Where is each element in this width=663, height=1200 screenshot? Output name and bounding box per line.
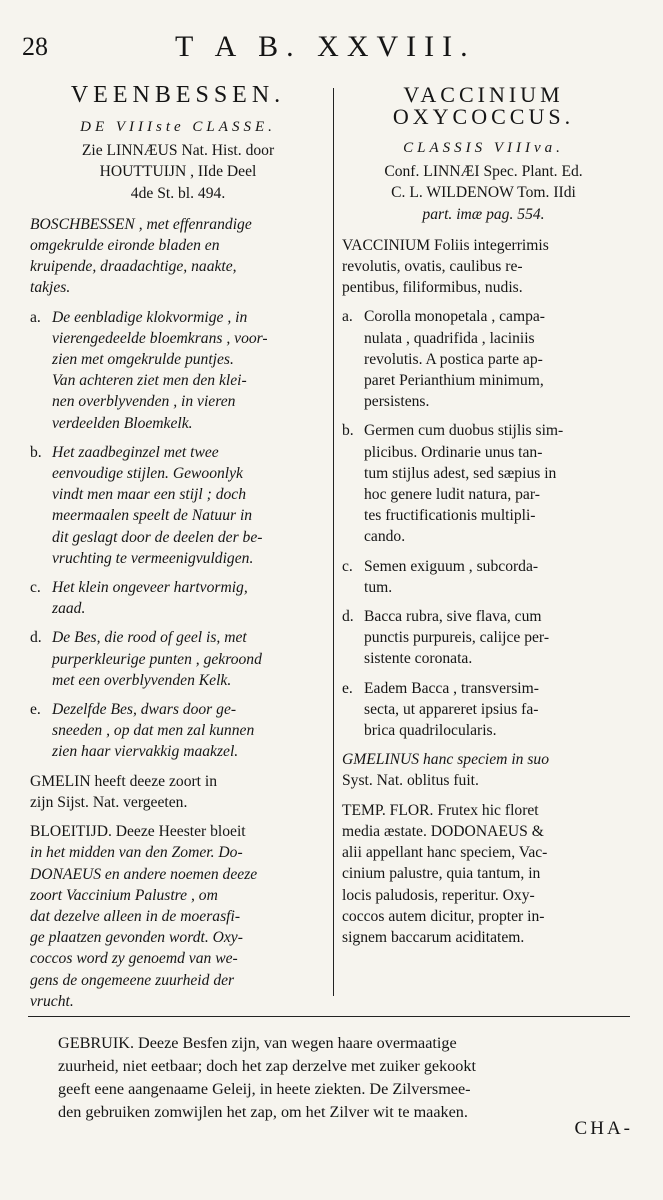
figure-item-line <box>342 556 625 577</box>
usage-line: zuurheid, niet eetbaar; doch het zap derzelve met zuiker gekookt <box>58 1057 476 1075</box>
figure-item-line: zien haar viervakkig maakzel. <box>52 743 239 761</box>
left-column-dutch <box>30 84 326 1020</box>
bloeitijd-line: ge plaatzen gevonden wordt. Oxy- <box>30 929 243 947</box>
figure-item-line: persistens. <box>364 393 430 411</box>
reference-line: Conf. LINNÆI Spec. Plant. Ed. <box>384 163 583 181</box>
temp-flor-line: TEMP. FLOR. Frutex hic floret <box>342 801 539 819</box>
figure-item-label: e. <box>30 701 41 719</box>
figure-item <box>342 678 625 742</box>
figure-item-line: brica quadrilocularis. <box>364 722 497 740</box>
figure-item <box>30 627 326 691</box>
dutch-class: DE VIIIste CLASSE. <box>80 119 276 135</box>
figure-item <box>30 307 326 434</box>
figure-item-line: sneeden , op dat men zal kunnen <box>52 722 255 740</box>
temp-flor-line: coccos autem dicitur, propter in- <box>342 907 545 925</box>
dutch-gmelin-note <box>30 771 326 813</box>
dutch-title: VEENBESSEN. <box>70 82 286 108</box>
horizontal-rule <box>28 1016 630 1017</box>
figure-item-line: tes fructificationis multipli- <box>364 507 536 525</box>
latin-title-line: VACCINIUM <box>403 82 564 107</box>
figure-item-line: hoc genere ludit natura, par- <box>364 486 540 504</box>
figure-item-line: dit geslagt door de deelen der be- <box>52 528 263 546</box>
bloeitijd-line: dat dezelve alleen in de moerasfi- <box>30 907 241 925</box>
figure-item-text: Semen exiguum , subcorda- <box>364 557 539 575</box>
figure-item-line: tum stijlus adest, sed sæpius in <box>364 464 557 482</box>
figure-item-text: Bacca rubra, sive flava, cum <box>364 608 542 626</box>
figure-item-line <box>30 577 326 598</box>
figure-item-label: c. <box>342 557 353 575</box>
bloeitijd-line: vrucht. <box>30 992 74 1010</box>
figure-item-text: Eadem Bacca , transversim- <box>364 679 539 697</box>
gmelin-line: GMELIN heeft deeze zoort in <box>30 772 218 790</box>
figure-item-label: b. <box>342 422 354 440</box>
usage-line: geeft eene aangenaame Geleij, in heete ziekten. De Zilversmee- <box>58 1080 471 1098</box>
dutch-flowering-time <box>30 821 326 1012</box>
gmelin-line: zijn Sijst. Nat. vergeeten. <box>30 793 188 811</box>
figure-item-line: vruchting te vermeenigvuldigen. <box>52 549 254 567</box>
latin-figure-items <box>342 306 625 741</box>
reference-line: HOUTTUIJN , IIde Deel <box>99 163 257 181</box>
figure-item-line: plicibus. Ordinarie unus tan- <box>364 443 543 461</box>
catchword: CHA- <box>574 1118 633 1139</box>
bloeitijd-line: coccos word zy genoemd van we- <box>30 950 238 968</box>
figure-item-line: zaad. <box>52 600 86 618</box>
figure-item <box>30 442 326 569</box>
figure-item-label: b. <box>30 443 42 461</box>
figure-item-label: a. <box>342 308 353 326</box>
bloeitijd-line: BLOEITIJD. Deeze Heester bloeit <box>30 823 246 841</box>
figure-item-line <box>30 699 326 720</box>
figure-item-text: Het klein ongeveer hartvormig, <box>52 579 248 597</box>
latin-description <box>342 235 625 299</box>
figure-item <box>342 420 625 547</box>
figure-item-line: revolutis. A postica parte ap- <box>364 350 543 368</box>
dutch-reference <box>30 140 326 204</box>
figure-item-line <box>30 307 326 328</box>
reference-line: Zie LINNÆUS Nat. Hist. door <box>81 142 275 160</box>
latin-reference <box>342 161 625 225</box>
figure-item-line: tum. <box>364 578 393 596</box>
bloeitijd-line: zoort Vaccinium Palustre , om <box>30 886 218 904</box>
figure-item-line: meermaalen speelt de Natuur in <box>52 507 253 525</box>
description-line: omgekrulde eironde bladen en <box>30 237 220 255</box>
temp-flor-line: signem baccarum aciditatem. <box>342 928 525 946</box>
description-line: pentibus, filiformibus, nudis. <box>342 279 523 297</box>
figure-item-text: Dezelfde Bes, dwars door ge- <box>52 701 237 719</box>
figure-item-line <box>342 306 625 327</box>
page-header <box>0 30 663 70</box>
description-line: revolutis, ovatis, caulibus re- <box>342 258 523 276</box>
reference-line: C. L. WILDENOW Tom. IIdi <box>391 184 576 202</box>
figure-item-line: vindt men maar een stijl ; doch <box>52 486 247 504</box>
description-line: takjes. <box>30 279 71 297</box>
figure-item-line <box>342 606 625 627</box>
figure-item-line: verdeelden Bloemkelk. <box>52 414 193 432</box>
figure-item-line: punctis purpureis, calijce per- <box>364 629 550 647</box>
bloeitijd-line: in het midden van den Zomer. Do- <box>30 844 243 862</box>
latin-class: CLASSIS VIIIva. <box>403 140 564 156</box>
latin-title-line: OXYCOCCUS. <box>392 104 575 129</box>
temp-flor-line: cinium palustre, quia tantum, in <box>342 865 541 883</box>
figure-item-label: a. <box>30 308 41 326</box>
figure-item-line: zien met omgekrulde puntjes. <box>52 351 234 369</box>
figure-item-line: met een overblyvenden Kelk. <box>52 671 232 689</box>
running-title: T A B. XXVIII. <box>175 30 476 63</box>
gmelin-line: GMELINUS hanc speciem in suo <box>342 751 550 769</box>
figure-item-line: cando. <box>364 528 406 546</box>
figure-item <box>30 577 326 619</box>
right-column-latin <box>342 84 625 956</box>
temp-flor-line: alii appellant hanc speciem, Vac- <box>342 844 548 862</box>
temp-flor-line: media æstate. DODONAEUS & <box>342 822 544 840</box>
figure-item-line <box>30 442 326 463</box>
description-line: kruipende, draadachtige, naakte, <box>30 258 237 276</box>
figure-item-text: Het zaadbeginzel met twee <box>52 443 219 461</box>
reference-line: part. imæ pag. 554. <box>422 205 545 223</box>
figure-item-line: paret Perianthium minimum, <box>364 372 544 390</box>
figure-item-line: sistente coronata. <box>364 650 473 668</box>
latin-title <box>342 84 625 128</box>
figure-item-line: purperkleurige punten , gekroond <box>52 650 262 668</box>
figure-item <box>342 606 625 670</box>
figure-item-line: vierengedeelde bloemkrans , voor- <box>52 329 268 347</box>
usage-line: GEBRUIK. Deeze Besfen zijn, van wegen haare overmaatige <box>58 1034 457 1052</box>
column-divider <box>333 88 334 996</box>
figure-item <box>342 556 625 598</box>
dutch-description <box>30 214 326 299</box>
description-line: BOSCHBESSEN , met effenrandige <box>30 215 252 233</box>
figure-item-label: d. <box>342 608 354 626</box>
figure-item-text: Corolla monopetala , campa- <box>364 308 545 326</box>
figure-item-text: De Bes, die rood of geel is, met <box>52 629 247 647</box>
usage-paragraph <box>58 1032 643 1124</box>
figure-item <box>342 306 625 412</box>
figure-item-label: e. <box>342 679 353 697</box>
temp-flor-line: locis paludosis, reperitur. Oxy- <box>342 886 535 904</box>
figure-item-label: d. <box>30 629 42 647</box>
figure-item-line: nulata , quadrifida , laciniis <box>364 329 535 347</box>
figure-item-line <box>342 678 625 699</box>
figure-item-line: Van achteren ziet men den klei- <box>52 372 247 390</box>
bloeitijd-line: gens de ongemeene zuurheid der <box>30 971 235 989</box>
figure-item-text: Germen cum duobus stijlis sim- <box>364 422 564 440</box>
page-number: 28 <box>22 32 48 61</box>
figure-item-line: eenvoudige stijlen. Gewoonlyk <box>52 465 243 483</box>
figure-item-line: nen overblyvenden , in vieren <box>52 393 236 411</box>
figure-item-text: De eenbladige klokvormige , in <box>52 308 248 326</box>
figure-item-line <box>30 627 326 648</box>
figure-item-label: c. <box>30 579 41 597</box>
figure-item-line: secta, ut appareret ipsius fa- <box>364 700 539 718</box>
figure-item-line <box>342 420 625 441</box>
latin-gmelin-note <box>342 749 625 791</box>
dutch-figure-items <box>30 307 326 763</box>
reference-line: 4de St. bl. 494. <box>130 184 226 202</box>
gmelin-line: Syst. Nat. oblitus fuit. <box>342 772 479 790</box>
figure-item <box>30 699 326 763</box>
bloeitijd-line: DONAEUS en andere noemen deeze <box>30 865 258 883</box>
latin-flowering-time <box>342 800 625 948</box>
description-line: VACCINIUM Foliis integerrimis <box>342 236 549 254</box>
usage-line: den gebruiken zomwijlen het zap, om het Zilver wit te maaken. <box>58 1103 468 1121</box>
